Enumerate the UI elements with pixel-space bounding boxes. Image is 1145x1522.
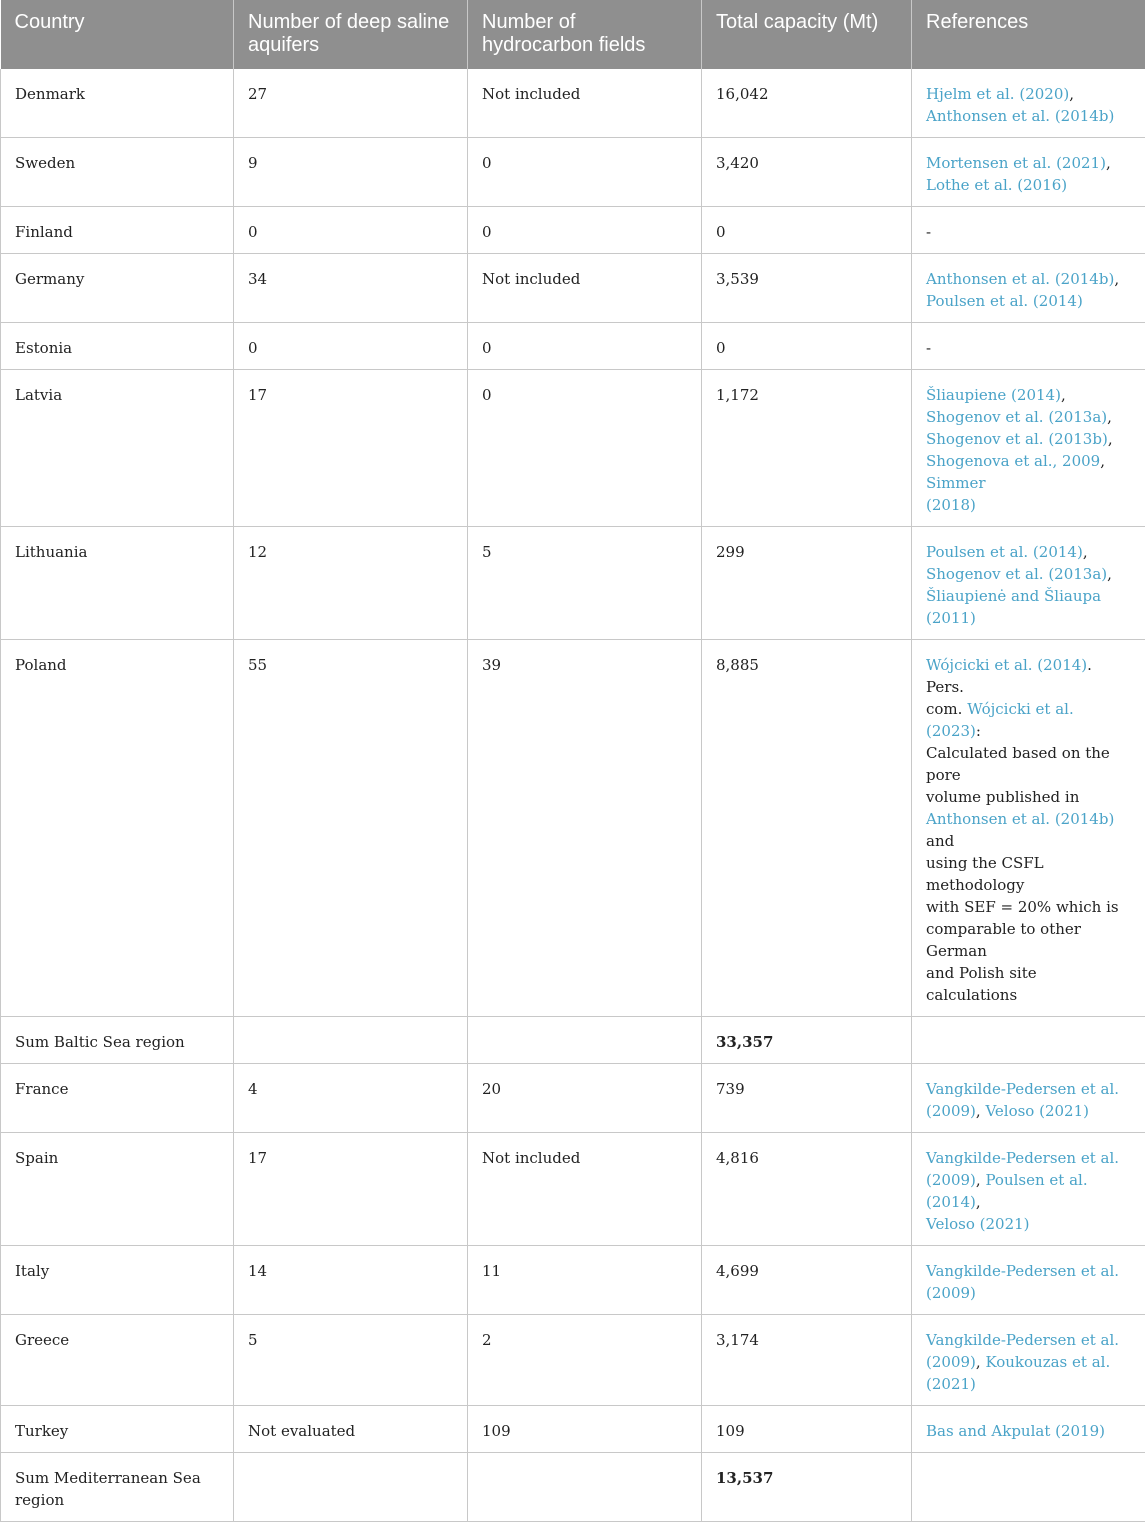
- references-cell: [912, 138, 1145, 207]
- country-cell: Estonia: [1, 323, 234, 370]
- reference-link[interactable]: Shogenov et al. (2013a): [926, 408, 1107, 426]
- table-row: [1, 527, 1145, 640]
- reference-link[interactable]: Anthonsen et al. (2014b): [926, 270, 1114, 288]
- references-cell: [912, 1246, 1145, 1315]
- reference-link[interactable]: Koukouzas et al. (2021): [926, 1353, 1110, 1393]
- table-header: [1, 0, 1145, 69]
- hydrocarbon-fields-cell: [468, 1017, 702, 1064]
- aquifers-cell: Not evaluated: [234, 1406, 468, 1453]
- hydrocarbon-fields-cell: 0: [468, 138, 702, 207]
- country-cell: Latvia: [1, 370, 234, 527]
- capacity-cell: 3,539: [702, 254, 912, 323]
- reference-link[interactable]: Šliaupienė and Šliaupa (2011): [926, 587, 1101, 627]
- country-cell: Sweden: [1, 138, 234, 207]
- references-cell: [912, 1133, 1145, 1246]
- reference-link[interactable]: Anthonsen et al. (2014b): [926, 107, 1114, 125]
- country-cell: France: [1, 1064, 234, 1133]
- table-row: [1, 323, 1145, 370]
- hydrocarbon-fields-cell: 0: [468, 323, 702, 370]
- reference-text: and Polish site calculations: [926, 964, 1037, 1004]
- references-cell: [912, 1017, 1145, 1064]
- hydrocarbon-fields-cell: 39: [468, 640, 702, 1017]
- reference-link[interactable]: Vangkilde-Pedersen et al.: [926, 1080, 1119, 1098]
- reference-link[interactable]: Veloso (2021): [985, 1102, 1089, 1120]
- capacity-cell: 33,357: [702, 1017, 912, 1064]
- reference-text: ,: [976, 1171, 986, 1189]
- country-cell: Sum Mediterranean Sea region: [1, 1453, 234, 1522]
- aquifers-cell: 4: [234, 1064, 468, 1133]
- capacity-cell: 16,042: [702, 69, 912, 138]
- aquifers-cell: 9: [234, 138, 468, 207]
- hydrocarbon-fields-cell: 2: [468, 1315, 702, 1406]
- hydrocarbon-fields-cell: 5: [468, 527, 702, 640]
- capacity-cell: 3,420: [702, 138, 912, 207]
- references-cell: [912, 323, 1145, 370]
- aquifers-cell: 34: [234, 254, 468, 323]
- aquifers-cell: 0: [234, 207, 468, 254]
- hydrocarbon-fields-cell: 20: [468, 1064, 702, 1133]
- references-cell: [912, 207, 1145, 254]
- reference-text: comparable to other German: [926, 920, 1081, 960]
- reference-link[interactable]: (2009): [926, 1284, 976, 1302]
- reference-text: ,: [1069, 85, 1074, 103]
- reference-text: ,: [1108, 430, 1113, 448]
- reference-text: -: [926, 339, 931, 357]
- table-row: [1, 1453, 1145, 1522]
- table-row: [1, 254, 1145, 323]
- table-row: [1, 640, 1145, 1017]
- country-cell: Spain: [1, 1133, 234, 1246]
- reference-link[interactable]: Wójcicki et al. (2023): [926, 700, 1074, 740]
- table-row: [1, 207, 1145, 254]
- table-row: [1, 370, 1145, 527]
- reference-link[interactable]: Poulsen et al. (2014): [926, 543, 1083, 561]
- table-row: [1, 1406, 1145, 1453]
- hydrocarbon-fields-cell: 109: [468, 1406, 702, 1453]
- references-cell: [912, 370, 1145, 527]
- capacity-cell: 0: [702, 323, 912, 370]
- capacity-cell: 4,816: [702, 1133, 912, 1246]
- reference-link[interactable]: Simmer: [926, 474, 986, 492]
- country-cell: Greece: [1, 1315, 234, 1406]
- capacity-cell: 109: [702, 1406, 912, 1453]
- reference-text: ,: [976, 1193, 981, 1211]
- reference-link[interactable]: Mortensen et al. (2021): [926, 154, 1106, 172]
- reference-link[interactable]: Shogenov et al. (2013b): [926, 430, 1108, 448]
- reference-link[interactable]: Shogenov et al. (2013a): [926, 565, 1107, 583]
- header-country: Country: [1, 0, 234, 69]
- header-total-capacity: Total capacity (Mt): [702, 0, 912, 69]
- reference-link[interactable]: Vangkilde-Pedersen et al.: [926, 1331, 1119, 1349]
- reference-link[interactable]: (2009): [926, 1353, 976, 1371]
- hydrocarbon-fields-cell: Not included: [468, 69, 702, 138]
- capacity-cell: 3,174: [702, 1315, 912, 1406]
- reference-text: ,: [1061, 386, 1066, 404]
- hydrocarbon-fields-cell: 0: [468, 370, 702, 527]
- country-cell: Finland: [1, 207, 234, 254]
- reference-link[interactable]: Veloso (2021): [926, 1215, 1030, 1233]
- table-row: [1, 69, 1145, 138]
- reference-text: ,: [1114, 270, 1119, 288]
- aquifers-cell: [234, 1453, 468, 1522]
- capacity-cell: 8,885: [702, 640, 912, 1017]
- capacity-cell: 4,699: [702, 1246, 912, 1315]
- table-row: [1, 138, 1145, 207]
- reference-text: ,: [1107, 565, 1112, 583]
- reference-text: using the CSFL methodology: [926, 854, 1044, 894]
- reference-link[interactable]: (2018): [926, 496, 976, 514]
- reference-text: ,: [976, 1102, 986, 1120]
- reference-link[interactable]: Shogenova et al., 2009: [926, 452, 1100, 470]
- references-cell: [912, 69, 1145, 138]
- table-row: [1, 1133, 1145, 1246]
- reference-link[interactable]: Lothe et al. (2016): [926, 176, 1067, 194]
- header-aquifers: Number of deep saline aquifers: [234, 0, 468, 69]
- aquifers-cell: [234, 1017, 468, 1064]
- references-cell: [912, 1453, 1145, 1522]
- reference-link[interactable]: (2009): [926, 1171, 976, 1189]
- reference-link[interactable]: Hjelm et al. (2020): [926, 85, 1069, 103]
- reference-text: com.: [926, 700, 967, 718]
- reference-text: volume published in: [926, 788, 1079, 806]
- reference-link[interactable]: Vangkilde-Pedersen et al.: [926, 1149, 1119, 1167]
- table-row: [1, 1246, 1145, 1315]
- reference-text: Calculated based on the pore: [926, 744, 1110, 784]
- reference-text: with SEF = 20% which is: [926, 898, 1119, 916]
- table-row: [1, 1315, 1145, 1406]
- references-cell: [912, 1064, 1145, 1133]
- reference-link[interactable]: Poulsen et al. (2014): [926, 292, 1083, 310]
- reference-text: ,: [1100, 452, 1105, 470]
- capacity-cell: 13,537: [702, 1453, 912, 1522]
- reference-link[interactable]: Vangkilde-Pedersen et al.: [926, 1262, 1119, 1280]
- table-body: [1, 69, 1145, 1522]
- header-row: [1, 0, 1145, 69]
- reference-text: and: [926, 832, 954, 850]
- reference-text: ,: [976, 1353, 986, 1371]
- references-cell: [912, 640, 1145, 1017]
- country-cell: Turkey: [1, 1406, 234, 1453]
- reference-link[interactable]: Wójcicki et al. (2014): [926, 656, 1087, 674]
- aquifers-cell: 55: [234, 640, 468, 1017]
- country-cell: Germany: [1, 254, 234, 323]
- references-cell: [912, 1315, 1145, 1406]
- aquifers-cell: 17: [234, 370, 468, 527]
- hydrocarbon-fields-cell: [468, 1453, 702, 1522]
- country-cell: Italy: [1, 1246, 234, 1315]
- capacity-cell: 1,172: [702, 370, 912, 527]
- reference-text: ,: [1106, 154, 1111, 172]
- table-row: [1, 1017, 1145, 1064]
- aquifers-cell: 0: [234, 323, 468, 370]
- reference-text: -: [926, 223, 931, 241]
- reference-link[interactable]: Poulsen et al. (2014): [926, 1171, 1088, 1211]
- aquifers-cell: 12: [234, 527, 468, 640]
- capacity-cell: 299: [702, 527, 912, 640]
- reference-text: :: [976, 722, 981, 740]
- aquifers-cell: 17: [234, 1133, 468, 1246]
- reference-text: ,: [1107, 408, 1112, 426]
- capacity-cell: 0: [702, 207, 912, 254]
- hydrocarbon-fields-cell: 0: [468, 207, 702, 254]
- reference-link[interactable]: (2009): [926, 1102, 976, 1120]
- reference-link[interactable]: Anthonsen et al. (2014b): [926, 810, 1114, 828]
- header-hydrocarbon-fields: Number of hydrocarbon fields: [468, 0, 702, 69]
- country-cell: Lithuania: [1, 527, 234, 640]
- reference-text: . Pers.: [926, 656, 1092, 696]
- table-row: [1, 1064, 1145, 1133]
- aquifers-cell: 27: [234, 69, 468, 138]
- country-cell: Sum Baltic Sea region: [1, 1017, 234, 1064]
- references-cell: [912, 527, 1145, 640]
- hydrocarbon-fields-cell: 11: [468, 1246, 702, 1315]
- capacity-cell: 739: [702, 1064, 912, 1133]
- country-cell: Denmark: [1, 69, 234, 138]
- references-cell: [912, 254, 1145, 323]
- hydrocarbon-fields-cell: Not included: [468, 254, 702, 323]
- reference-text: ,: [1083, 543, 1088, 561]
- aquifers-cell: 14: [234, 1246, 468, 1315]
- country-cell: Poland: [1, 640, 234, 1017]
- aquifers-cell: 5: [234, 1315, 468, 1406]
- references-cell: [912, 1406, 1145, 1453]
- hydrocarbon-fields-cell: Not included: [468, 1133, 702, 1246]
- header-references: References: [912, 0, 1145, 69]
- reference-link[interactable]: Šliaupiene (2014): [926, 386, 1061, 404]
- reference-link[interactable]: Bas and Akpulat (2019): [926, 1422, 1105, 1440]
